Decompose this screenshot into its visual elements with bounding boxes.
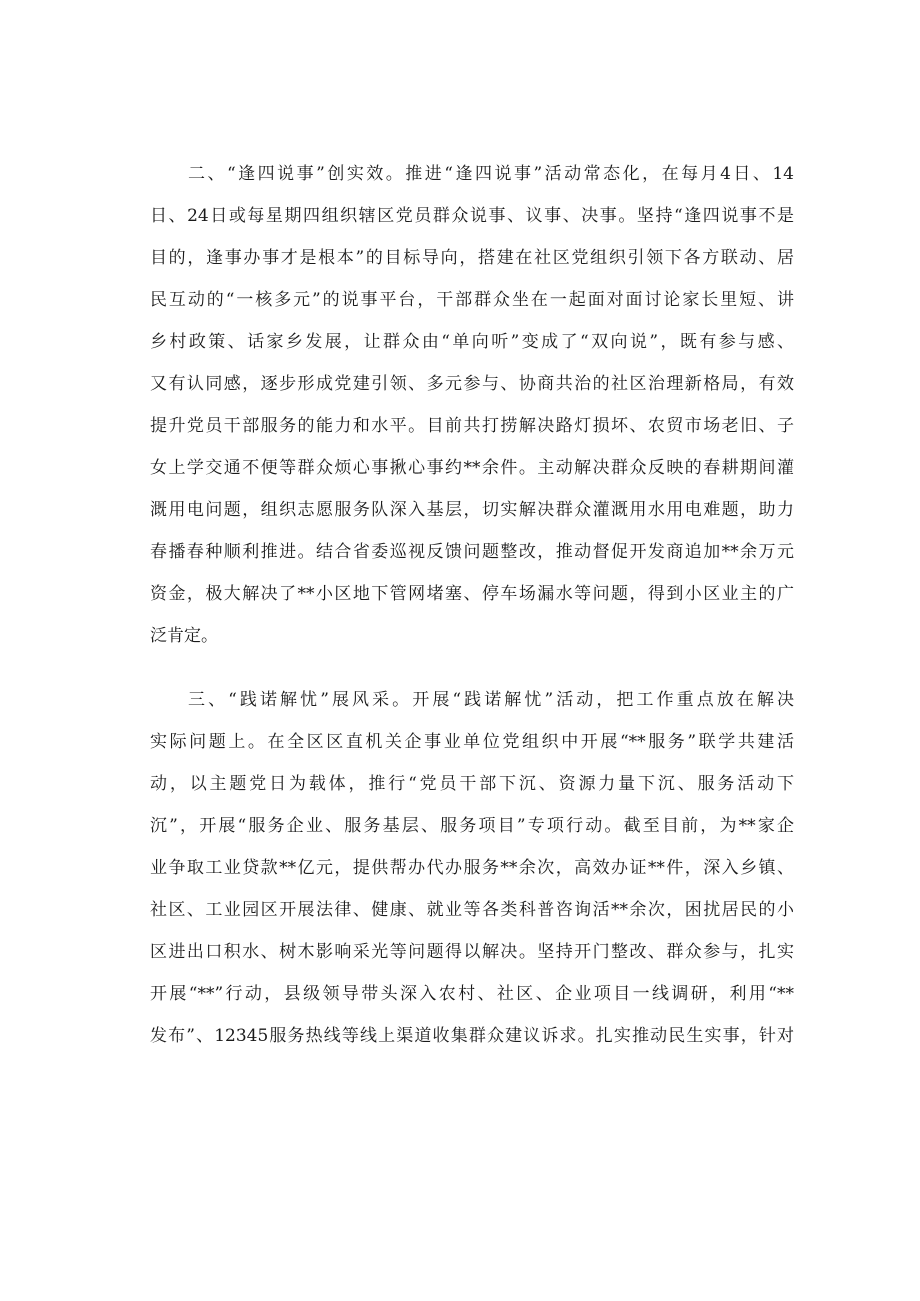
paragraph-line: 社区、工业园区开展法律、健康、就业等各类科普咨询活**余次，困扰居民的小 xyxy=(150,900,794,920)
paragraph-line: 溉用电问题，组织志愿服务队深入基层，切实解决群众灌溉用水用电难题，助力 xyxy=(150,500,794,520)
paragraph-line: 提升党员干部服务的能力和水平。目前共打捞解决路灯损坏、农贸市场老旧、子 xyxy=(150,416,794,436)
paragraph-line: 春播春种顺利推进。结合省委巡视反馈问题整改，推动督促开发商追加**余万元 xyxy=(150,542,794,562)
paragraph-line: 业争取工业贷款**亿元，提供帮办代办服务**余次，高效办证**件，深入乡镇、 xyxy=(150,858,794,878)
paragraph-line: 又有认同感，逐步形成党建引领、多元参与、协商共治的社区治理新格局，有效 xyxy=(150,374,794,394)
paragraph-line: 沉”，开展“服务企业、服务基层、服务项目”专项行动。截至目前，为**家企 xyxy=(150,816,794,836)
paragraph-line: 泛肯定。 xyxy=(150,626,218,646)
paragraph-line: 发布”、12345服务热线等线上渠道收集群众建议诉求。扎实推动民生实事，针对 xyxy=(150,1026,794,1046)
paragraph-line: 开展“**”行动，县级领导带头深入农村、社区、企业项目一线调研，利用“** xyxy=(150,984,794,1004)
paragraph-line: 三、“践诺解忧”展风采。开展“践诺解忧”活动，把工作重点放在解决 xyxy=(188,690,794,710)
paragraph-line: 区进出口积水、树木影响采光等问题得以解决。坚持开门整改、群众参与，扎实 xyxy=(150,942,794,962)
paragraph-line: 民互动的“一核多元”的说事平台，干部群众坐在一起面对面讨论家长里短、讲 xyxy=(150,290,794,310)
paragraph-line: 目的，逢事办事才是根本”的目标导向，搭建在社区党组织引领下各方联动、居 xyxy=(150,248,794,268)
paragraph-line: 日、24日或每星期四组织辖区党员群众说事、议事、决事。坚持“逢四说事不是 xyxy=(150,206,794,226)
paragraph-line: 资金，极大解决了**小区地下管网堵塞、停车场漏水等问题，得到小区业主的广 xyxy=(150,584,794,604)
paragraph-line: 实际问题上。在全区区直机关企事业单位党组织中开展“**服务”联学共建活 xyxy=(150,732,794,752)
paragraph-line: 动，以主题党日为载体，推行“党员干部下沉、资源力量下沉、服务活动下 xyxy=(150,774,794,794)
paragraph-line: 乡村政策、话家乡发展，让群众由“单向听”变成了“双向说”，既有参与感、 xyxy=(150,332,794,352)
paragraph-line: 二、“逢四说事”创实效。推进“逢四说事”活动常态化，在每月4日、14 xyxy=(188,164,794,184)
paragraph-line: 女上学交通不便等群众烦心事揪心事约**余件。主动解决群众反映的春耕期间灌 xyxy=(150,458,794,478)
